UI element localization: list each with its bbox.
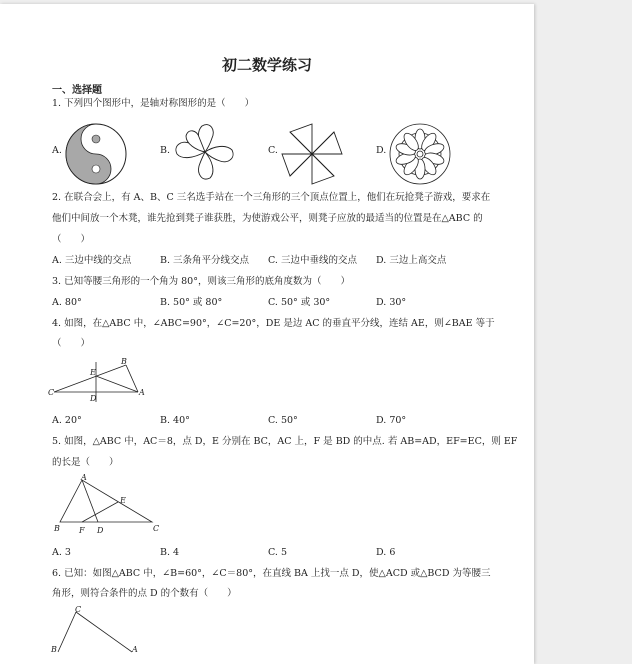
q4-triangle-figure [48,356,148,404]
q4-label-e: E [90,368,96,377]
q6-label-a: A [132,645,138,654]
q5-stem-line2: 的长是（ ） [52,457,119,468]
section-heading: 一、选择题 [52,85,102,96]
q4-stem-line2: （ ） [52,338,91,349]
q5-label-b: B [54,524,60,533]
chrysanthemum-figure [388,122,452,186]
q5-triangle-figure [52,474,164,536]
q5-option-b: B. 4 [160,547,180,558]
q3-option-c: C. 50° 或 30° [268,297,331,308]
q4-label-b: B [121,357,127,366]
q5-option-c: C. 5 [268,547,288,558]
q2-stem-line1: 2. 在联合会上，有 A、B、C 三名选手站在一个三角形的三个顶点位置上，他们在玩抢凳子游戏，要求在 [52,192,491,203]
q2-option-d: D. 三边上高交点 [376,255,447,266]
q4-stem-line1: 4. 如图，在△ABC 中，∠ABC=90°，∠C=20°，DE 是边 AC 的垂直平分线，连结 AE，则∠BAE 等于 [52,318,495,329]
q3-stem: 3. 已知等腰三角形的一个角为 80°，则该三角形的底角度数为（ ） [52,276,350,287]
q3-option-a: A. 80° [52,297,82,308]
q6-triangle-figure [48,602,148,652]
q4-label-a: A [139,388,145,397]
q4-label-d: D [90,394,97,403]
q1-option-c-label: C. [268,145,278,156]
q2-stem-line3: （ ） [52,234,91,245]
q3-option-d: D. 30° [376,297,407,308]
q6-stem-line2: 角形，则符合条件的点 D 的个数有（ ） [52,588,237,599]
q6-stem-line1: 6. 已知：如图△ABC 中，∠B=60°，∠C＝80°，在直线 BA 上找一点 D，使△ACD 或△BCD 为等腰三 [52,568,491,579]
q2-stem-line2: 他们中间放一个木凳，谁先抢到凳子谁获胜，为使游戏公平，则凳子应放的最适当的位置是在△ABC 的 [52,213,483,224]
page-title: 初二数学练习 [221,56,312,74]
q4-option-b: B. 40° [160,415,190,426]
q5-label-d: D [97,526,104,535]
q3-option-b: B. 50° 或 80° [160,297,223,308]
q1-option-a-label: A. [52,145,62,156]
q4-option-d: D. 70° [376,415,407,426]
q5-option-a: A. 3 [52,547,71,558]
q2-option-a: A. 三边中线的交点 [52,255,132,266]
document-page [0,4,534,664]
q5-label-f: F [79,526,85,535]
q4-option-a: A. 20° [52,415,82,426]
q5-label-c: C [153,524,160,533]
pinwheel-flower-figure [172,122,238,182]
q6-label-b: B [51,645,57,654]
q4-label-c: C [48,388,55,397]
q4-option-c: C. 50° [268,415,298,426]
q1-option-d-label: D. [376,145,387,156]
q5-option-d: D. 6 [376,547,396,558]
q5-label-e: E [120,496,126,505]
yin-yang-figure [64,122,128,186]
q1-option-b-label: B. [160,145,171,156]
q5-label-a: A [81,473,87,482]
q1-stem: 1. 下列四个图形中，是轴对称图形的是（ ） [52,98,255,109]
q6-label-c: C [75,605,82,614]
q2-option-b: B. 三条角平分线交点 [160,255,250,266]
q5-stem-line1: 5. 如图，△ABC 中，AC＝8，点 D，E 分别在 BC，AC 上，F 是 BD 的中点. 若 AB=AD，EF=EC，则 EF [52,436,518,447]
pinwheel-triangles-figure [280,122,344,186]
q2-option-c: C. 三边中垂线的交点 [268,255,357,266]
